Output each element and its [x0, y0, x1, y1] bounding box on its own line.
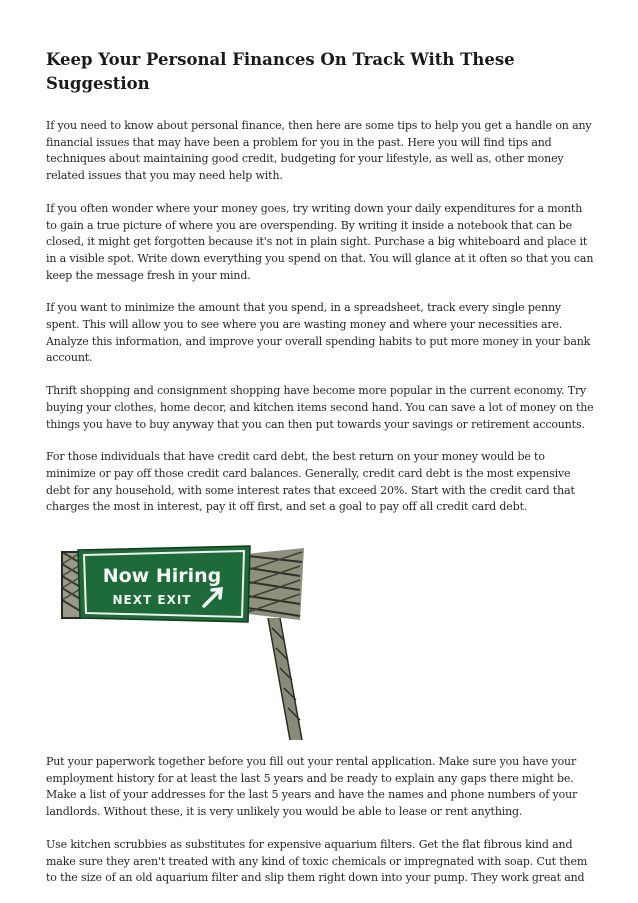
paragraph-1: If you need to know about personal finance, then here are some tips to help you get a handle on any financial issues that may have been a problem for you in the past. Here you will find tips and techniques about maintaining good credit, budgeting for your lifestyle, as well as, other money related issues that you may need help with.	[46, 119, 592, 183]
sign-title-text: Now Hiring	[102, 565, 222, 588]
now-hiring-sign-image	[58, 544, 318, 744]
paragraph-2: If you often wonder where your money goes, try writing down your daily expenditures for a month to gain a true picture of where you are overspending. By writing it inside a notebook that can be closed, it might get forgotten because it's not in plain sight. Purchase a big whiteboard and place it in a visible spot. Write down everything you spend on that. You will glance at it often so that you can keep the message fresh in your mind.	[46, 201, 594, 282]
paragraph-5: For those individuals that have credit card debt, the best return on your money would be to minimize or pay off those credit card balances. Generally, credit card debt is the most expensive debt for any household, with some interest rates that exceed 20%. Start with the credit card that charges the most in interest, pay it off first, and set a goal to pay off all credit card debt.	[46, 450, 575, 514]
article-title: Keep Your Personal Finances On Track With These Suggestion	[46, 50, 515, 93]
sign-subtitle-text: NEXT EXIT	[112, 593, 192, 608]
paragraph-3: If you want to minimize the amount that you spend, in a spreadsheet, track every single penny spent. This will allow you to see where you are wasting money and where your necessities are. Analyze this information, and improve your overall spending habits to put more money in your bank account.	[46, 301, 591, 365]
paragraph-4: Thrift shopping and consignment shopping have become more popular in the current economy. Try buying your clothes, home decor, and kitchen items second hand. You can save a lot of money on the things you have to buy anyway that you can then put towards your savings or retirement accounts.	[46, 384, 594, 431]
document-page	[46, 48, 594, 887]
sign-panel	[78, 546, 250, 622]
paragraph-7: Use kitchen scrubbies as substitutes for expensive aquarium filters. Get the flat fibrous kind and make sure they aren't treated with any kind of toxic chemicals or impregnated with soap. Cut them to the size of an old aquarium filter and slip them right down into your pump. They work great and	[46, 837, 588, 885]
highway-sign-illustration	[58, 544, 318, 744]
paragraph-6: Put your paperwork together before you fill out your rental application. Make sure you have your employment history for at least the last 5 years and be ready to explain any gaps there might be. Make a list of your addresses for the last 5 years and have the names and phone numbers of your landlords. Without these, it is very unlikely you would be able to lease or rent anything.	[46, 755, 578, 819]
